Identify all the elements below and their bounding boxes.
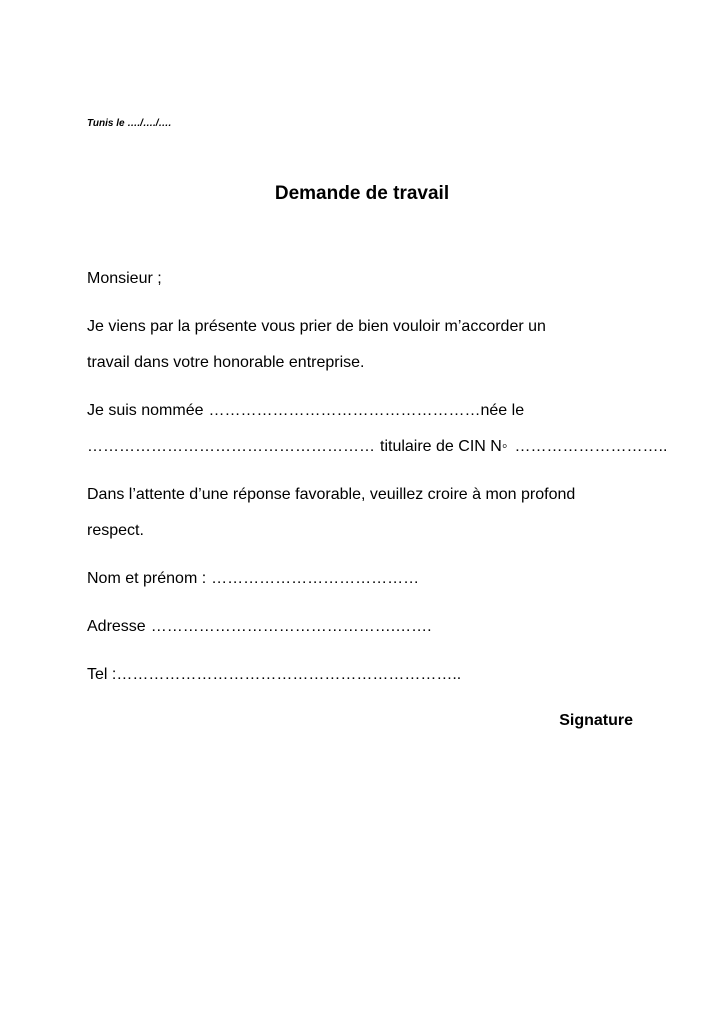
born-label: née le (480, 402, 525, 419)
signature-label: Signature (559, 712, 633, 729)
date-line: Tunis le …./…./…. (87, 118, 172, 129)
name-field-label: Nom et prénom : (87, 570, 207, 587)
paragraph-3-line-2: respect. (87, 522, 144, 539)
address-field-label: Adresse (87, 618, 146, 635)
tel-field-label: Tel : (87, 666, 117, 683)
paragraph-1-line-1: Je viens par la présente vous prier de bien vouloir m’accorder un (87, 318, 546, 335)
salutation: Monsieur ; (87, 270, 162, 287)
tel-field (87, 666, 461, 684)
name-label: Je suis nommée (87, 402, 204, 419)
paragraph-2-line-1 (87, 402, 524, 420)
paragraph-2-line-2 (87, 438, 667, 456)
letter-title: Demande de travail (274, 183, 450, 204)
name-field (87, 570, 419, 588)
cin-label: titulaire de CIN N◦ (380, 438, 508, 455)
tel-field-dots: ……………………………………………………….. (116, 666, 462, 683)
paragraph-1-line-2: travail dans votre honorable entreprise. (87, 354, 365, 371)
address-field (87, 618, 432, 636)
name-field-dots: ………………………………… (211, 570, 420, 587)
name-dots: …………………………………………… (208, 402, 481, 419)
cin-dots: ……………………….. (514, 438, 668, 455)
paragraph-3-line-1: Dans l’attente d’une réponse favorable, veuillez croire à mon profond (87, 486, 576, 503)
born-dots: ……………………………………………… (87, 438, 375, 455)
address-field-dots: ……………………………………….……. (150, 618, 432, 635)
